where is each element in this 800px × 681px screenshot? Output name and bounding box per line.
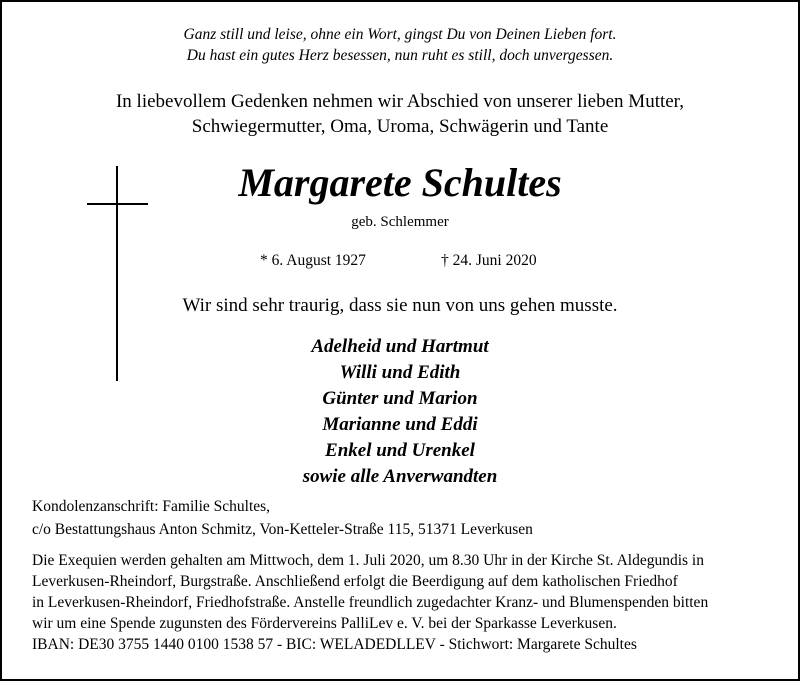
condolence-address-line-2: c/o Bestattungshaus Anton Schmitz, Von-Ketteler-Straße 115, 51371 Leverkusen <box>32 521 533 538</box>
exequies-line: wir um eine Spende zugunsten des Fördervereins PalliLev e. V. bei der Sparkasse Leverkusen. <box>32 615 617 632</box>
mourner-entry: sowie alle Anverwandten <box>302 466 498 487</box>
deceased-name: Margarete Schultes <box>238 160 562 205</box>
mourners-list <box>2 334 798 490</box>
exequies-line: in Leverkusen-Rheindorf, Friedhofstraße. Anstelle freundlich zugedachter Kranz- und Blumenspenden bitten <box>32 594 709 611</box>
mourner-entry: Günter und Marion <box>322 388 478 409</box>
bank-details-line: IBAN: DE30 3755 1440 0100 1538 57 - BIC: WELADEDLLEV - Stichwort: Margarete Schultes <box>32 636 637 653</box>
mourner-entry: Enkel und Urenkel <box>325 440 475 461</box>
death-date: † 24. Juni 2020 <box>441 252 537 269</box>
mourning-statement: Wir sind sehr traurig, dass sie nun von uns gehen musste. <box>182 295 618 316</box>
mourner-entry: Willi und Edith <box>339 362 461 383</box>
exequies-line: Leverkusen-Rheindorf, Burgstraße. Anschließend erfolgt die Beerdigung auf dem katholischen Friedhof <box>32 573 678 590</box>
condolence-address-line-1: Kondolenzanschrift: Familie Schultes, <box>32 498 271 515</box>
exequies-line: Die Exequien werden gehalten am Mittwoch, dem 1. Juli 2020, um 8.30 Uhr in der Kirche St. Aldegundis in <box>32 552 704 569</box>
intro-line-1: In liebevollem Gedenken nehmen wir Abschied von unserer lieben Mutter, <box>115 91 684 112</box>
exequies-details <box>32 550 708 655</box>
intro-line-2: Schwiegermutter, Oma, Uroma, Schwägerin und Tante <box>191 116 609 137</box>
birth-date: * 6. August 1927 <box>260 252 366 269</box>
mourner-entry: Marianne und Eddi <box>322 414 478 435</box>
birth-name: geb. Schlemmer <box>351 214 449 230</box>
poem-line-1: Ganz still und leise, ohne ein Wort, gingst Du von Deinen Lieben fort. <box>183 26 617 43</box>
mourner-entry: Adelheid und Hartmut <box>311 336 489 357</box>
poem-line-2: Du hast ein gutes Herz besessen, nun ruht es still, doch unvergessen. <box>186 47 614 64</box>
